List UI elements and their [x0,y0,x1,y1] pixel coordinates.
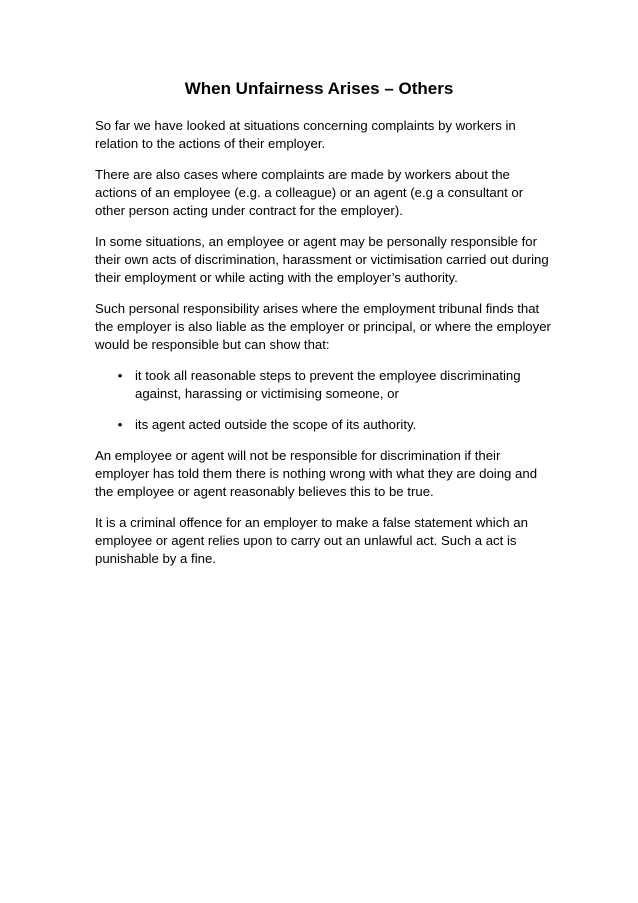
paragraph-tribunal-liability: Such personal responsibility arises where the employment tribunal finds that the employer is also liable as the employer or principal, or where the employer would be responsible but can show that: [95,301,551,352]
paragraph-criminal-offence: It is a criminal offence for an employer to make a false statement which an employee or agent relies upon to carry out an unlawful act. Such a act is punishable by a fine. [95,515,528,566]
bullet-text: it took all reasonable steps to prevent the employee discriminating against, harassing or victimising someone, or [135,368,521,401]
paragraph-intro: So far we have looked at situations concerning complaints by workers in relation to the actions of their employer. [95,118,516,151]
list-item [95,367,555,403]
bullet-icon: • [117,417,123,432]
paragraph-not-responsible: An employee or agent will not be responsible for discrimination if their employer has told them there is nothing wrong with what they are doing and the employee or agent reasonably believes this to be true. [95,448,538,499]
defence-bullet-list [95,367,555,434]
document-body [95,117,555,581]
paragraph-personal-responsibility: In some situations, an employee or agent may be personally responsible for their own acts of discrimination, harassment or victimisation carried out during their employment or while acting with the employer’s authority. [95,234,549,285]
list-item [95,416,555,434]
bullet-icon: • [117,368,123,383]
paragraph-complaints-about-others: There are also cases where complaints are made by workers about the actions of an employee (e.g. a colleague) or an agent (e.g a consultant or other person acting under contract for the employer). [95,167,524,218]
bullet-text: its agent acted outside the scope of its authority. [135,417,417,432]
document-title: When Unfairness Arises – Others [184,79,454,98]
